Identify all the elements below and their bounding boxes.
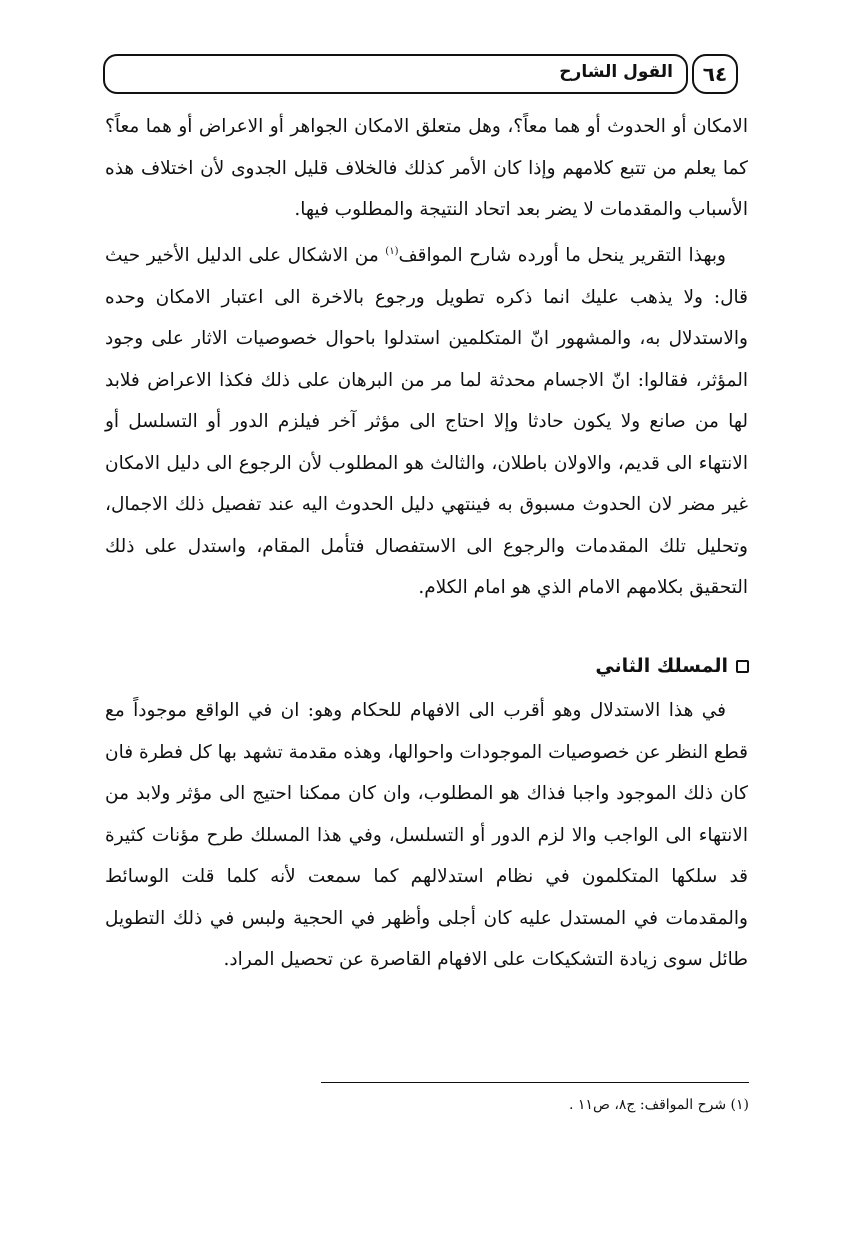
paragraph-2 — [105, 231, 748, 609]
footnote: (١) شرح المواقف: ج٨، ص١١ . — [568, 1097, 749, 1113]
section-heading — [595, 655, 749, 677]
footnote-divider — [321, 1082, 749, 1083]
page-number — [692, 54, 738, 94]
paragraph-2-text-end: من الاشكال على الدليل الأخير حيث قال: ولا يذهب عليك انما ذكره تطويل ورجوع بالاخرة الى اعتبار الامكان وحده والاستدلال به، والمشهور انّ المتكلمين استدلوا باحوال خصوصيات الاثار على وجود المؤثر، فقالوا: انّ الاجسام محدثة لما مر من البرهان على ذلك فكذا الاعراض فلابد لها من صانع ولا يكون حادثا وإلا احتاج الى مؤثر آخر فيلزم الدور أو التسلسل أو الانتهاء الى قديم، والاولان باطلان، والثالث هو المطلوب لأن الرجوع الى دليل الامكان غير مضر لان الحدوث مسبوق به فينتهي دليل الحدوث اليه عند تفصيل ذلك الاجمال، وتحليل تلك المقدمات والرجوع الى الاستفصال فتأمل المقام، واستدل على ذلك التحقيق بكلامهم الامام الذي هو امام الكلام. — [105, 245, 748, 599]
paragraph-3: في هذا الاستدلال وهو أقرب الى الافهام للحكام وهو: ان في الواقع موجوداً مع قطع النظر عن خصوصيات الموجودات واحوالها، وهذه مقدمة تشهد بها كل فطرة فان كان ذلك الموجود واجبا فذاك هو المطلوب، وان كان ممكنا احتيج الى مؤثر ولابد من الانتهاء الى الواجب والا لزم الدور أو التسلسل، وفي هذا المسلك طرح مؤنات كثيرة قد سلكها المتكلمون في نظام استدلالهم كما سمعت لأنه كلما قلت الوسائط والمقدمات في المستدل عليه كان أجلى وأظهر في الحجية ولبس في ذلك التطويل طائل سوى زيادة التشكيكات على الافهام القاصرة عن تحصيل المراد. — [105, 700, 748, 970]
running-header — [103, 54, 688, 94]
paragraph-1: الامكان أو الحدوث أو هما معاً؟، وهل متعلق الامكان الجواهر أو الاعراض أو هما معاً؟ كما يعلم من تتبع كلامهم وإذا كان الأمر كذلك فالخلاف قليل الجدوى لأن اختلاف هذه الأسباب والمقدمات لا يضر بعد اتحاد النتيجة والمطلوب فيها. — [105, 116, 748, 220]
square-bullet-icon — [736, 660, 749, 673]
section-heading-text: المسلك الثاني — [595, 655, 728, 677]
paragraph-2-text-start: وبهذا التقرير ينحل ما أورده شارح المواقف — [398, 245, 726, 267]
running-title: القول الشارح — [559, 62, 673, 82]
footnote-reference: (١) — [385, 246, 399, 257]
page-number-text: ٦٤ — [702, 62, 728, 86]
